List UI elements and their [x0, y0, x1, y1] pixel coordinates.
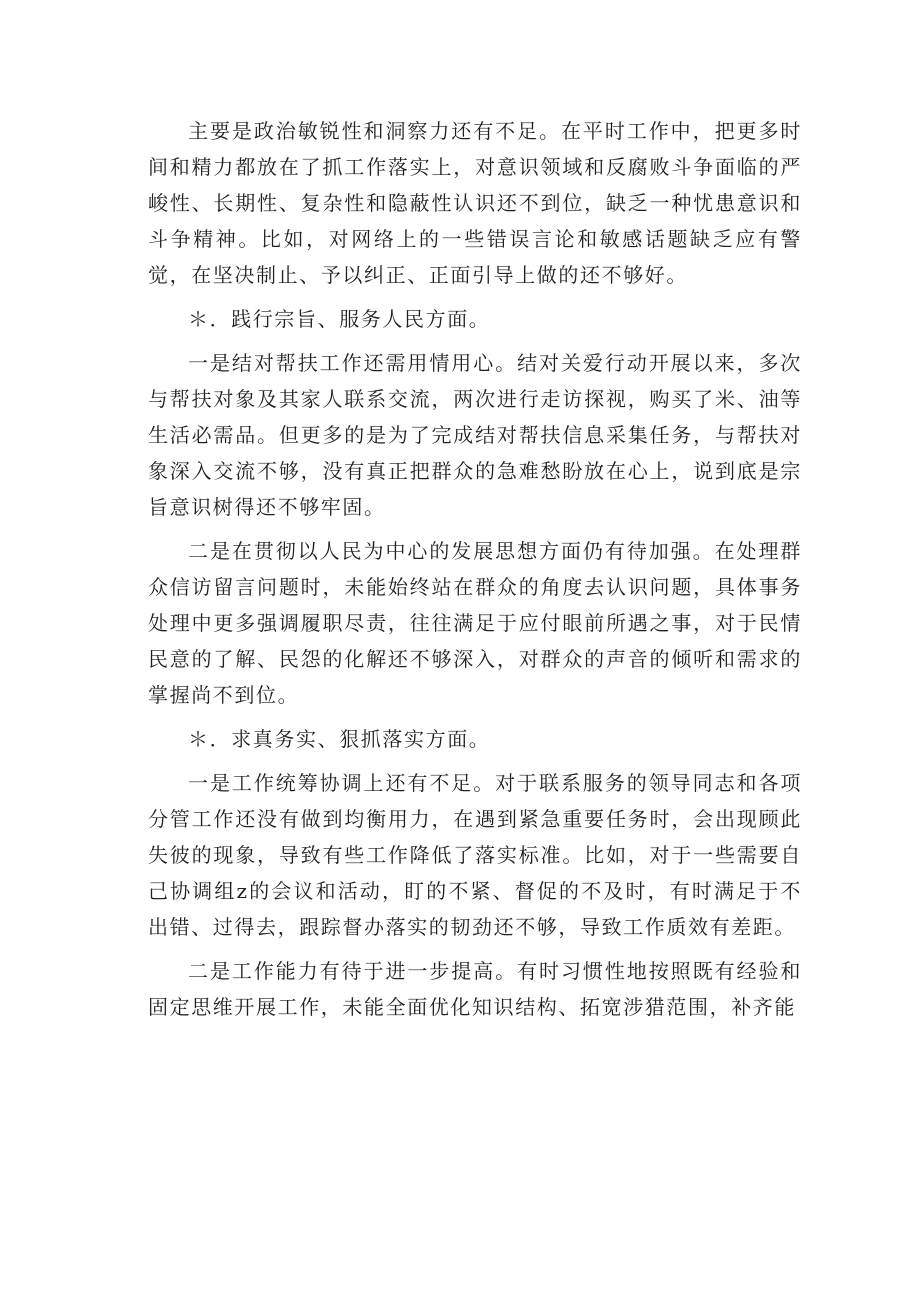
- section-heading-pragmatic-work: ＊．求真务实、狠抓落实方面。: [188, 727, 491, 751]
- document-body: [148, 113, 802, 1033]
- paragraph-work-ability: 二是工作能力有待于进一步提高。有时习惯性地按照既有经验和固定思维开展工作，未能全面优化知识结构、拓宽涉猎范围，补齐能: [148, 959, 802, 1019]
- paragraph-people-centered: 二是在贯彻以人民为中心的发展思想方面仍有待加强。在处理群众信访留言问题时，未能始终站在群众的角度去认识问题，具体事务处理中更多强调履职尽责，往往满足于应付眼前所遇之事，对于民情民意的了解、民怨的化解还不够深入，对群众的声音的倾听和需求的掌握尚不到位。: [148, 539, 802, 707]
- paragraph-political-sensitivity: 主要是政治敏锐性和洞察力还有不足。在平时工作中，把更多时间和精力都放在了抓工作落实上，对意识领域和反腐败斗争面临的严峻性、长期性、复杂性和隐蔽性认识还不到位，缺乏一种忧患意识和斗争精神。比如，对网络上的一些错误言论和敏感话题缺乏应有警觉，在坚决制止、予以纠正、正面引导上做的还不够好。: [148, 119, 802, 287]
- paragraph-assistance-work: 一是结对帮扶工作还需用情用心。结对关爱行动开展以来，多次与帮扶对象及其家人联系交流，两次进行走访探视，购买了米、油等生活必需品。但更多的是为了完成结对帮扶信息采集任务，与帮扶对象深入交流不够，没有真正把群众的急难愁盼放在心上，说到底是宗旨意识树得还不够牢固。: [148, 351, 802, 519]
- paragraph-coordination: 一是工作统筹协调上还有不足。对于联系服务的领导同志和各项分管工作还没有做到均衡用力，在遇到紧急重要任务时，会出现顾此失彼的现象，导致有些工作降低了落实标准。比如，对于一些需要自己协调组z的会议和活动，盯的不紧、督促的不及时，有时满足于不出错、过得去，跟踪督办落实的韧劲还不够，导致工作质效有差距。: [148, 771, 802, 939]
- section-heading-serve-people: ＊．践行宗旨、服务人民方面。: [188, 307, 491, 331]
